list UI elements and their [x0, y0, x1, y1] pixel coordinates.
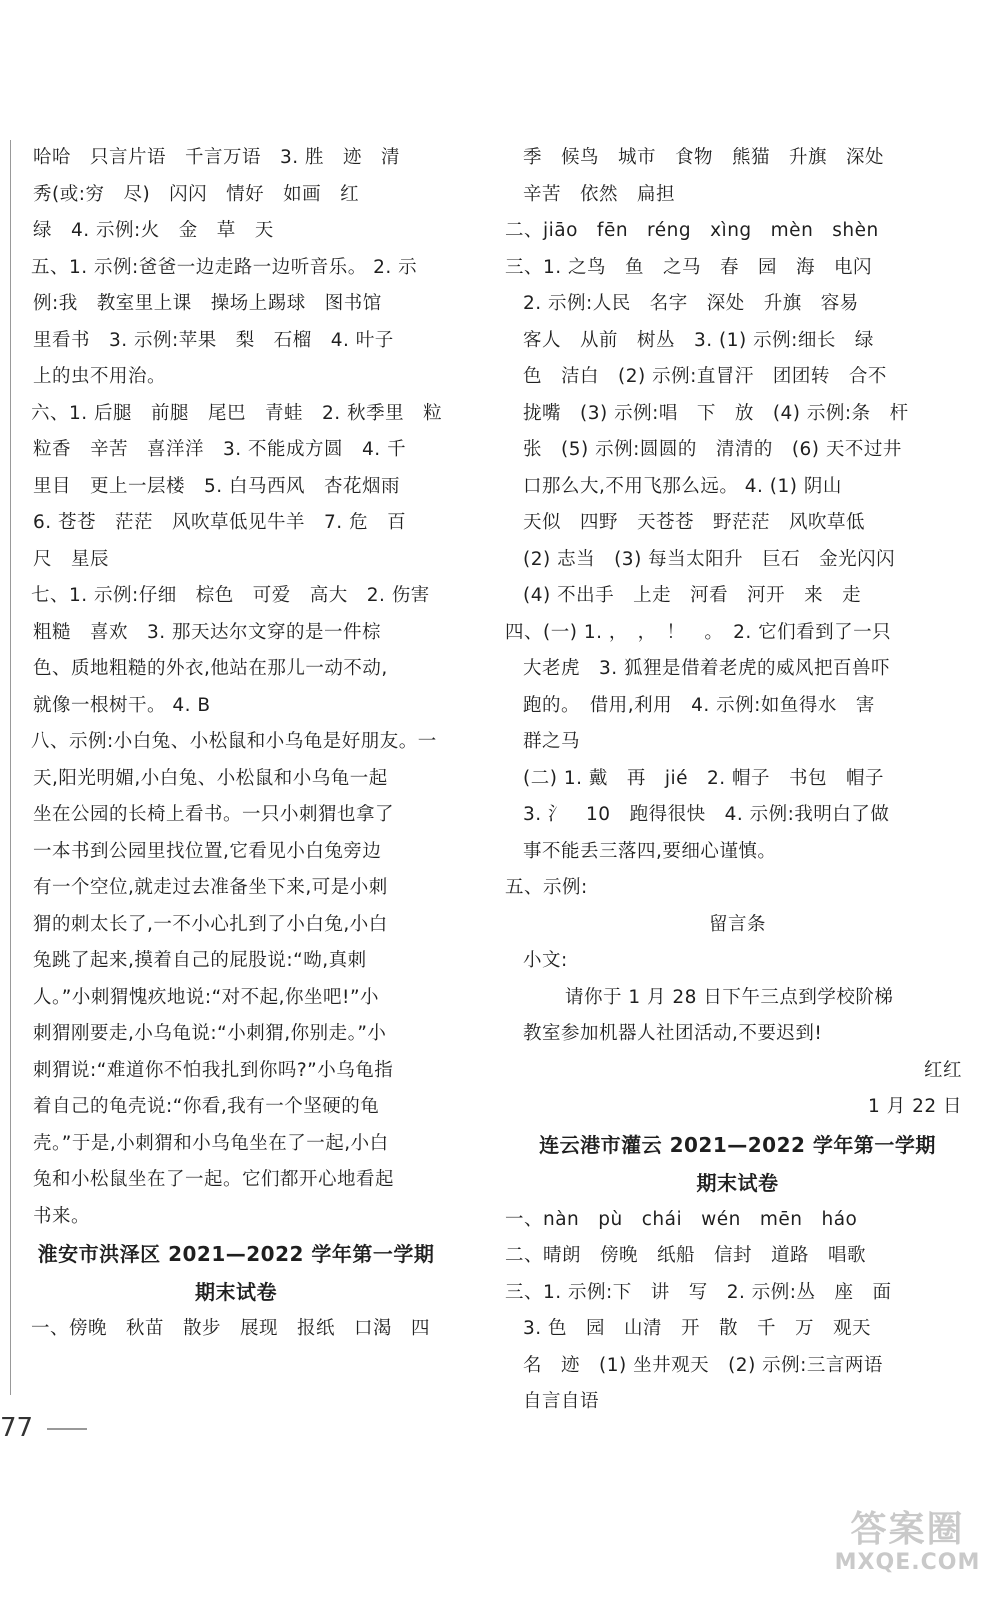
answer-line: 绿 4. 示例:火 金 草 天	[33, 220, 274, 241]
answer-line: 书来。	[33, 1205, 91, 1227]
answer-line: 拢嘴 (3) 示例:唱 下 放 (4) 示例:条 杆	[523, 402, 909, 424]
answer-section-line: 八、示例:小白兔、小松鼠和小乌龟是好朋友。一	[31, 731, 437, 752]
answer-line: 1 月 22 日	[868, 1096, 962, 1117]
answer-line: 色 洁白 (2) 示例:直冒汗 团团转 合不	[523, 366, 887, 387]
answer-line: 名 迹 (1) 坐井观天 (2) 示例:三言两语	[523, 1354, 883, 1376]
answer-section-line: 五、1. 示例:爸爸一边走路一边听音乐。 2. 示	[31, 256, 418, 278]
answer-section-line: 七、1. 示例:仔细 棕色 可爱 高大 2. 伤害	[31, 585, 430, 606]
answer-line: 哈哈 只言片语 千言万语 3. 胜 迹 清	[33, 147, 401, 168]
answer-line: 刺猬刚要走,小乌龟说:“小刺猬,你别走。”小	[33, 1023, 387, 1044]
answer-section-line: 一、nàn pù chái wén mēn háo	[505, 1208, 858, 1230]
answer-line: 口那么大,不用飞那么远。 4. (1) 阴山	[523, 475, 842, 497]
answer-line: 刺猬说:“难道你不怕我扎到你吗?”小乌龟指	[33, 1059, 394, 1081]
answer-line: 着自己的龟壳说:“你看,我有一个坚硬的龟	[33, 1096, 380, 1117]
answer-line: 人。”小刺猬愧疚地说:“对不起,你坐吧!”小	[33, 986, 380, 1008]
answer-line: 天,阳光明媚,小白兔、小松鼠和小乌龟一起	[33, 767, 388, 789]
answer-line: 请你于 1 月 28 日下午三点到学校阶梯	[565, 986, 894, 1008]
answer-line: 事不能丢三落四,要细心谨慎。	[523, 840, 777, 862]
answer-line: 跑的。 借用,利用 4. 示例:如鱼得水 害	[523, 694, 875, 716]
watermark-top-text: 答案圈	[850, 1509, 965, 1550]
answer-line: 里看书 3. 示例:苹果 梨 石榴 4. 叶子	[33, 329, 394, 351]
answer-line: 壳。”于是,小刺猬和小乌龟坐在了一起,小白	[33, 1132, 389, 1154]
answer-line: 猬的刺太长了,一不小心扎到了小白兔,小白	[33, 913, 388, 935]
answer-line: 上的虫不用治。	[33, 366, 167, 387]
answer-line: 一本书到公园里找位置,它看见小白兔旁边	[33, 840, 382, 862]
watermark-bottom-text: MXQE.COM	[834, 1550, 981, 1575]
section-heading: 期末试卷	[696, 1170, 779, 1195]
answer-section-line: 四、(一) 1. ， ， ！ 。 2. 它们看到了一只	[505, 621, 892, 643]
answer-line: (2) 志当 (3) 每当太阳升 巨石 金光闪闪	[523, 548, 896, 570]
page-number: 77	[0, 1413, 87, 1443]
answer-section-line: 二、晴朗 傍晚 纸船 信封 道路 唱歌	[505, 1245, 867, 1266]
section-heading: 期末试卷	[195, 1280, 277, 1304]
right-column	[505, 140, 970, 1421]
answer-line: 3. 氵 10 跑得很快 4. 示例:我明白了做	[523, 804, 890, 825]
answer-line: 里目 更上一层楼 5. 白马西风 杏花烟雨	[33, 475, 401, 497]
answer-section-line: 三、1. 示例:下 讲 写 2. 示例:丛 座 面	[505, 1281, 892, 1303]
answer-line: 辛苦 依然 扁担	[523, 183, 676, 205]
answer-line: 秀(或:穷 尽) 闪闪 情好 如画 红	[33, 183, 360, 205]
answer-line: 6. 苍苍 茫茫 风吹草低见牛羊 7. 危 百	[33, 512, 407, 533]
answer-line: 粒香 辛苦 喜洋洋 3. 不能成方圆 4. 千	[33, 439, 407, 460]
section-heading: 连云港市灌云 2021—2022 学年第一学期	[539, 1132, 936, 1157]
answer-line: 有一个空位,就走过去准备坐下来,可是小刺	[33, 877, 388, 898]
answer-line: 张 (5) 示例:圆圆的 清清的 (6) 天不过井	[523, 439, 902, 460]
answer-line: 留言条	[708, 913, 766, 935]
answer-line: 色、质地粗糙的外衣,他站在那儿一动不动,	[33, 658, 388, 679]
answer-line: 天似 四野 天苍苍 野茫茫 风吹草低	[523, 512, 866, 533]
answer-line: 兔和小松鼠坐在了一起。它们都开心地看起	[33, 1169, 395, 1190]
answer-line: 教室参加机器人社团活动,不要迟到!	[523, 1023, 823, 1044]
section-heading: 淮安市洪泽区 2021—2022 学年第一学期	[37, 1242, 435, 1266]
answer-line: 坐在公园的长椅上看书。一只小刺猬也拿了	[33, 804, 395, 825]
answer-section-line: 三、1. 之鸟 鱼 之马 春 园 海 电闪	[505, 256, 873, 278]
answer-section-line: 五、示例:	[505, 877, 588, 898]
answer-line: (二) 1. 戴 再 jié 2. 帽子 书包 帽子	[523, 767, 885, 789]
answer-section-line: 一、傍晚 秋苗 散步 展现 报纸 口渴 四	[31, 1318, 431, 1339]
answer-line: 自言自语	[523, 1391, 600, 1412]
answer-line: 3. 色 园 山清 开 散 千 万 观天	[523, 1318, 872, 1339]
answer-line: 大老虎 3. 狐狸是借着老虎的威风把百兽吓	[523, 658, 891, 679]
answer-line: 尺 星辰	[33, 548, 110, 570]
answer-section-line: 二、jiāo fēn réng xìng mèn shèn	[505, 220, 879, 241]
answer-line: 兔跳了起来,摸着自己的屁股说:“呦,真刺	[33, 950, 367, 971]
answer-section-line: 六、1. 后腿 前腿 尾巴 青蛙 2. 秋季里 粒	[31, 402, 443, 424]
answer-line: 红红	[923, 1059, 962, 1081]
answer-line: 粗糙 喜欢 3. 那天达尔文穿的是一件棕	[33, 621, 382, 643]
left-column	[10, 140, 461, 1395]
watermark-logo	[825, 1510, 990, 1580]
answer-line: 客人 从前 树丛 3. (1) 示例:细长 绿	[523, 329, 874, 351]
answer-line: 例:我 教室里上课 操场上踢球 图书馆	[33, 293, 382, 314]
answer-line: 季 候鸟 城市 食物 熊猫 升旗 深处	[523, 147, 885, 168]
answer-line: 就像一根树干。 4. B	[33, 694, 211, 716]
answer-line: (4) 不出手 上走 河看 河开 来 走	[523, 585, 862, 606]
answer-line: 小文:	[523, 950, 568, 971]
answer-line: 群之马	[523, 731, 581, 752]
answer-line: 2. 示例:人民 名字 深处 升旗 容易	[523, 293, 859, 314]
